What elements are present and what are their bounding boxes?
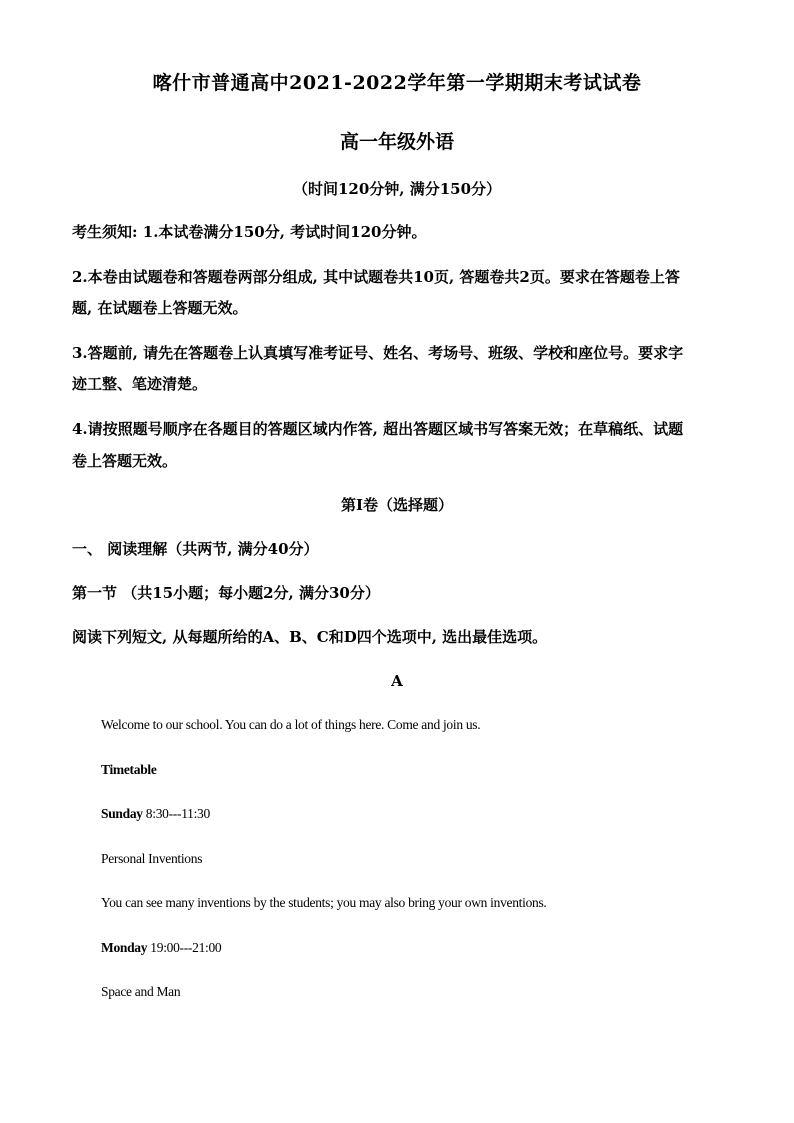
exam-title: 喀什市普通高中2021-2022学年第一学期期末考试试卷 <box>152 72 642 94</box>
monday-time: 19:00---21:00 <box>147 940 222 955</box>
passage-letter: A <box>391 672 403 690</box>
section-title: 第一节 （共15小题；每小题2分, 满分30分） <box>72 584 380 602</box>
monday-schedule <box>101 940 221 956</box>
sunday-event: Personal Inventions <box>101 851 203 866</box>
note-line-3b: 迹工整、笔迹清楚。 <box>72 375 208 393</box>
note-line-2a: 2.本卷由试题卷和答题卷两部分组成, 其中试题卷共10页, 答题卷共2页。要求在答题卷上答 <box>72 268 680 286</box>
sunday-desc: You can see many inventions by the students; you may also bring your own inventions. <box>101 895 547 910</box>
exam-subtitle: 高一年级外语 <box>339 131 454 153</box>
passage-intro: Welcome to our school. You can do a lot of things here. Come and join us. <box>101 717 481 732</box>
sunday-schedule <box>101 806 210 822</box>
note-line-1: 考生须知: 1.本试卷满分150分, 考试时间120分钟。 <box>72 223 427 241</box>
monday-event: Space and Man <box>101 984 181 999</box>
monday-day: Monday <box>101 940 148 955</box>
note-line-4a: 4.请按照题号顺序在各题目的答题区域内作答, 超出答题区域书写答案无效；在草稿纸、试题 <box>72 420 684 438</box>
sunday-day: Sunday <box>101 806 143 821</box>
part-title: 一、 阅读理解（共两节, 满分40分） <box>72 540 319 558</box>
note-line-4b: 卷上答题无效。 <box>72 452 178 470</box>
exam-time-info: （时间120分钟, 满分150分） <box>292 180 502 198</box>
note-line-2b: 题, 在试题卷上答题无效。 <box>72 299 248 317</box>
volume-title: 第Ⅰ卷（选择题） <box>340 496 454 514</box>
timetable-label: Timetable <box>101 762 157 777</box>
note-line-3a: 3.答题前, 请先在答题卷上认真填写准考证号、姓名、考场号、班级、学校和座位号。要求字 <box>72 344 684 362</box>
sunday-time: 8:30---11:30 <box>142 806 210 821</box>
instructions: 阅读下列短文, 从每题所给的A、B、C和D四个选项中, 选出最佳选项。 <box>72 628 548 646</box>
